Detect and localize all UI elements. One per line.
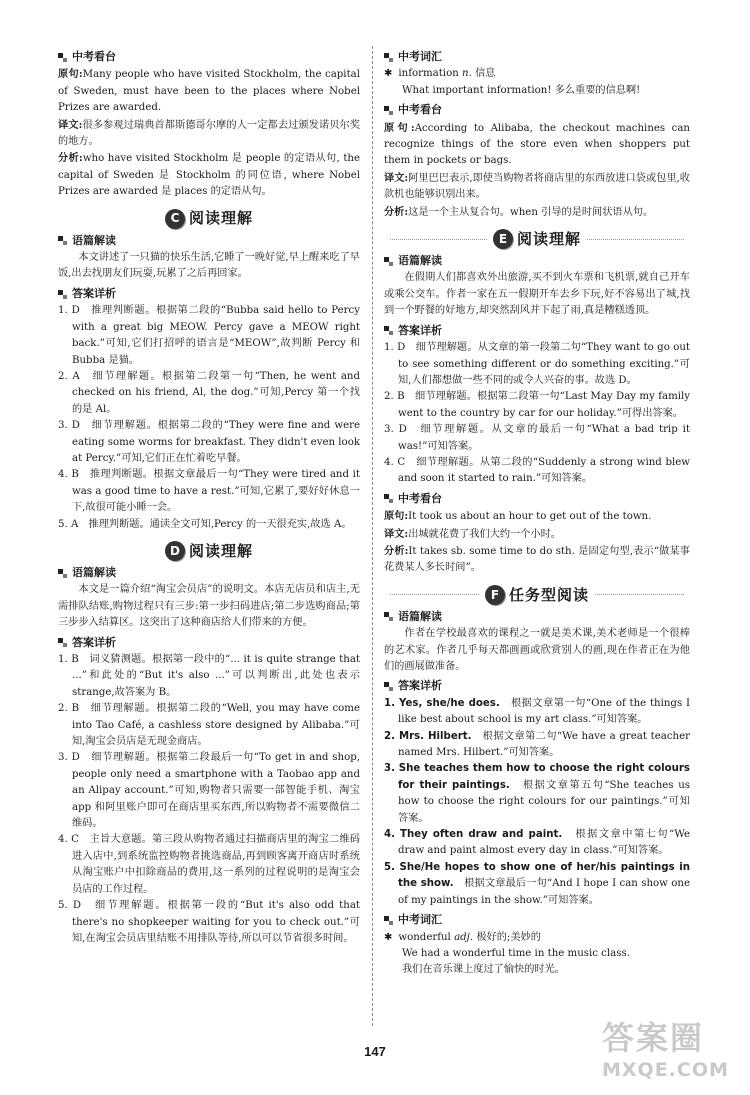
section-header-f: [384, 585, 690, 605]
section-tag: 中考看台: [58, 49, 360, 65]
square-bullet-icon: [58, 569, 67, 578]
section-title: 任务型阅读: [509, 585, 590, 604]
section-header-e: [384, 229, 690, 249]
answer-item: 1. D 细节理解题。从文章的第一段第二句“They want to go out to see something different or do something exciting.”可知,人们都想做一些不同的或令人兴奋的事。故选 D。: [384, 342, 690, 386]
vocab-example-en: We had a wonderful time in the music class.: [402, 947, 630, 959]
asterisk-icon: ✱: [384, 68, 393, 80]
answer-item: 3. D 细节理解题。从文章的最后一句“What a bad trip it was!”可知答案。: [384, 424, 690, 452]
analysis: 分析:who have visited Stockholm 是 people 的定语从句, the capital of Sweden 是 Stockholm 的同位语, where Nobel Prizes are awarded 是 places 的定语从句。: [58, 152, 361, 198]
section-title: 阅读理解: [188, 209, 253, 228]
section-tag: 语篇解读: [384, 253, 690, 269]
vocab-meaning: 极好的;美妙的: [476, 931, 541, 943]
vocab-pos: n.: [462, 68, 472, 80]
square-bullet-icon: [384, 612, 393, 621]
section-tag: 中考看台: [384, 491, 690, 507]
square-bullet-icon: [384, 916, 393, 925]
answer-item: 4. C 主旨大意题。第三段从购物者通过扫描商店里的淘宝二维码进入店中,到系统监控购物者挑选商品,再到顾客离开商店时系统从淘宝账户中扣除商品的费用,这一系列的过程说明的是淘宝会员店的工作过程。: [58, 834, 360, 895]
square-bullet-icon: [384, 106, 393, 115]
square-bullet-icon: [58, 53, 67, 62]
square-bullet-icon: [384, 257, 393, 266]
answer-item: 4. They often draw and paint. 根据文章中第七句“We draw and paint almost every day in class.”可知答案。: [384, 829, 690, 857]
analysis: 分析:这是一个主从复合句。when 引导的是时间状语从句。: [384, 205, 654, 218]
watermark-text: 答案圈: [602, 1019, 705, 1057]
passage-summary: 本文讲述了一只猫的快乐生活,它睡了一晚好觉,早上醒来吃了早饭,出去找朋友们玩耍,玩累了之后再回家。: [58, 252, 360, 280]
vocab-example: What important information! 多么重要的信息啊!: [402, 84, 641, 96]
right-column: [384, 46, 690, 979]
answer-item: 2. A 细节理解题。根据第二段第一句“Then, he went and checked on his friend, Al, the dog.”可知,Percy 第一个找的是 Al。: [58, 370, 360, 415]
answer-item: 4. C 细节理解题。从第二段的“Suddenly a strong wind blew and soon it started to rain.”可知答案。: [384, 456, 690, 485]
passage-summary: 本文是一篇介绍“淘宝会员店”的说明文。本店无店员和店主,无需排队结账,购物过程只有三步:第一步扫码进店;第二步选购商品;第三步步入结算区。这突出了这种商店给人们带来的方便。: [58, 584, 360, 629]
section-badge: D: [165, 541, 185, 561]
square-bullet-icon: [384, 326, 393, 335]
section-tag: 语篇解读: [384, 609, 690, 625]
answer-item: 3. D 细节理解题。根据第二段的“They were fine and were eating some worms for breakfast. They didn't even look at Percy.”可知,它们正在忙着吃早餐。: [58, 420, 360, 464]
translation: 译文:很多参观过瑞典首都斯德哥尔摩的人一定都去过颁发诺贝尔奖的地方。: [58, 118, 361, 148]
section-badge: F: [485, 585, 505, 605]
square-bullet-icon: [58, 290, 67, 299]
vocab-pos: adj.: [454, 931, 474, 943]
original-sentence: 原句:It took us about an hour to get out of the town.: [384, 510, 652, 523]
dotted-rule: [390, 239, 487, 240]
answer-item: 3. D 细节理解题。根据第二段最后一句“To get in and shop, people only need a smartphone with a Taobao app and an Alipay account.”可知,购物者只需要一部智能手机、淘宝 app 和阿里账户即可在商店里买东西,所以购物者不需要微信二维码。: [58, 752, 360, 830]
section-tag: 语篇解读: [58, 565, 360, 581]
vocab-word: information: [398, 68, 459, 80]
section-header-d: [58, 541, 360, 561]
section-title: 阅读理解: [188, 541, 253, 560]
column-divider: [372, 46, 373, 1026]
section-tag: 答案详析: [58, 635, 360, 651]
watermark-url: MXQE.COM: [602, 1059, 729, 1081]
translation: 译文:阿里巴巴表示,即使当购物者将商店里的东西放进口袋或包里,收款机也能够识别出来。: [384, 171, 690, 201]
dotted-rule: [390, 594, 479, 595]
answer-item: 5. D 细节理解题。根据第一段的“But it's also odd that there's no shopkeeper waiting for you to check out.”可知,在淘宝会员店里结账不用排队等待,所以可以节省很多时间。: [58, 900, 360, 944]
answer-item: 2. B 细节理解题。根据第二段的“Well, you may have come into Tao Café, a cashless store designed by Alibaba.”可知,淘宝会员店是无现金商店。: [58, 703, 360, 748]
passage-summary: 作者在学校最喜欢的课程之一就是美术课,美术老师是一个很棒的艺术家。作者几乎每天都画画或欣赏别人的画,现在作者正在为他们的画展做准备。: [384, 628, 690, 672]
section-tag: 答案详析: [384, 323, 690, 339]
section-tag: 中考看台: [384, 102, 690, 118]
page-number: 147: [364, 1044, 386, 1059]
square-bullet-icon: [58, 638, 67, 647]
answer-item: 5. She/He hopes to show one of her/his paintings in the show. 根据文章最后一句“And I hope I can show one of my paintings in the show.”可知答案。: [384, 861, 690, 906]
translation: 译文:出城就花费了我们大约一个小时。: [384, 527, 561, 540]
vocab-example-cn: 我们在音乐课上度过了愉快的时光。: [402, 964, 565, 976]
answer-item: 3. She teaches them how to choose the right colours for their paintings. 根据文章第五句“She teaches us how to choose the right colours for our paintings.”可知答案。: [384, 763, 690, 824]
watermark-logo: [602, 1013, 738, 1089]
section-tag: 中考词汇: [384, 49, 690, 65]
section-header-c: [58, 209, 360, 229]
answer-item: 2. B 细节理解题。根据第二段第一句“Last May Day my family went to the country by car for our holiday.”可得出答案。: [384, 391, 690, 419]
answer-item: 1. Yes, she/he does. 根据文章第一句“One of the things I like best about school is my art class.”可知答案。: [384, 697, 690, 726]
section-tag: 中考词汇: [384, 912, 690, 928]
analysis: 分析:It takes sb. some time to do sth. 是固定句型,表示“做某事花费某人多长时间”。: [384, 544, 690, 574]
answer-item: 2. Mrs. Hilbert. 根据文章第二句“We have a great teacher named Mrs. Hilbert.”可知答案。: [384, 730, 691, 759]
square-bullet-icon: [384, 53, 393, 62]
passage-summary: 在假期人们都喜欢外出旅游,买不到火车票和飞机票,就自己开车或乘公交车。作者一家在五一假期开车去乡下玩,好不容易出了城,找到一个野餐的好地方,却突然刮风并下起了雨,真是糟糕透顶。: [384, 272, 690, 317]
original-sentence: 原句:Many people who have visited Stockholm, the capital of Sweden, must have been to the places where Nobel Prizes are awarded.: [58, 68, 360, 114]
vocab-entry: [384, 66, 690, 82]
original-sentence: 原句:According to Alibaba, the checkout machines can recognize things of the store even when shoppers put them in pockets or bags.: [384, 121, 690, 167]
dotted-rule: [595, 594, 684, 595]
vocab-meaning: 信息: [475, 68, 496, 80]
section-badge: E: [493, 229, 513, 249]
section-title: 阅读理解: [517, 229, 582, 248]
answer-item: 4. B 推理判断题。根据文章最后一句“They were tired and it was a good time to have a rest.”可知,它累了,要好好休息一下,故很可能小睡一会。: [58, 469, 360, 514]
square-bullet-icon: [384, 494, 393, 503]
answer-item: 1. D 推理判断题。根据第二段的“Bubba said hello to Percy with a great big MEOW. Percy gave a MEOW right back.”可知,它们打招呼的语言是“MEOW”,故判断 Percy 和 Bubba 是猫。: [58, 305, 360, 366]
vocab-word: wonderful: [398, 931, 451, 943]
dotted-rule: [587, 239, 684, 240]
section-badge: C: [165, 209, 185, 229]
section-tag: 语篇解读: [58, 233, 360, 249]
square-bullet-icon: [384, 682, 393, 691]
section-tag: 答案详析: [58, 286, 360, 302]
section-tag: 答案详析: [384, 678, 690, 694]
square-bullet-icon: [58, 236, 67, 245]
left-column: [58, 46, 360, 947]
answer-item: 1. B 词义猜测题。根据第一段中的“... it is quite strange that ...”和此处的“But it's also ...”可以判断出,此处也表示 strange,故答案为 B。: [58, 654, 360, 698]
asterisk-icon: ✱: [384, 931, 393, 943]
answer-item: 5. A 推理判断题。通读全文可知,Percy 的一天很充实,故选 A。: [58, 518, 352, 530]
vocab-entry: [384, 930, 690, 946]
